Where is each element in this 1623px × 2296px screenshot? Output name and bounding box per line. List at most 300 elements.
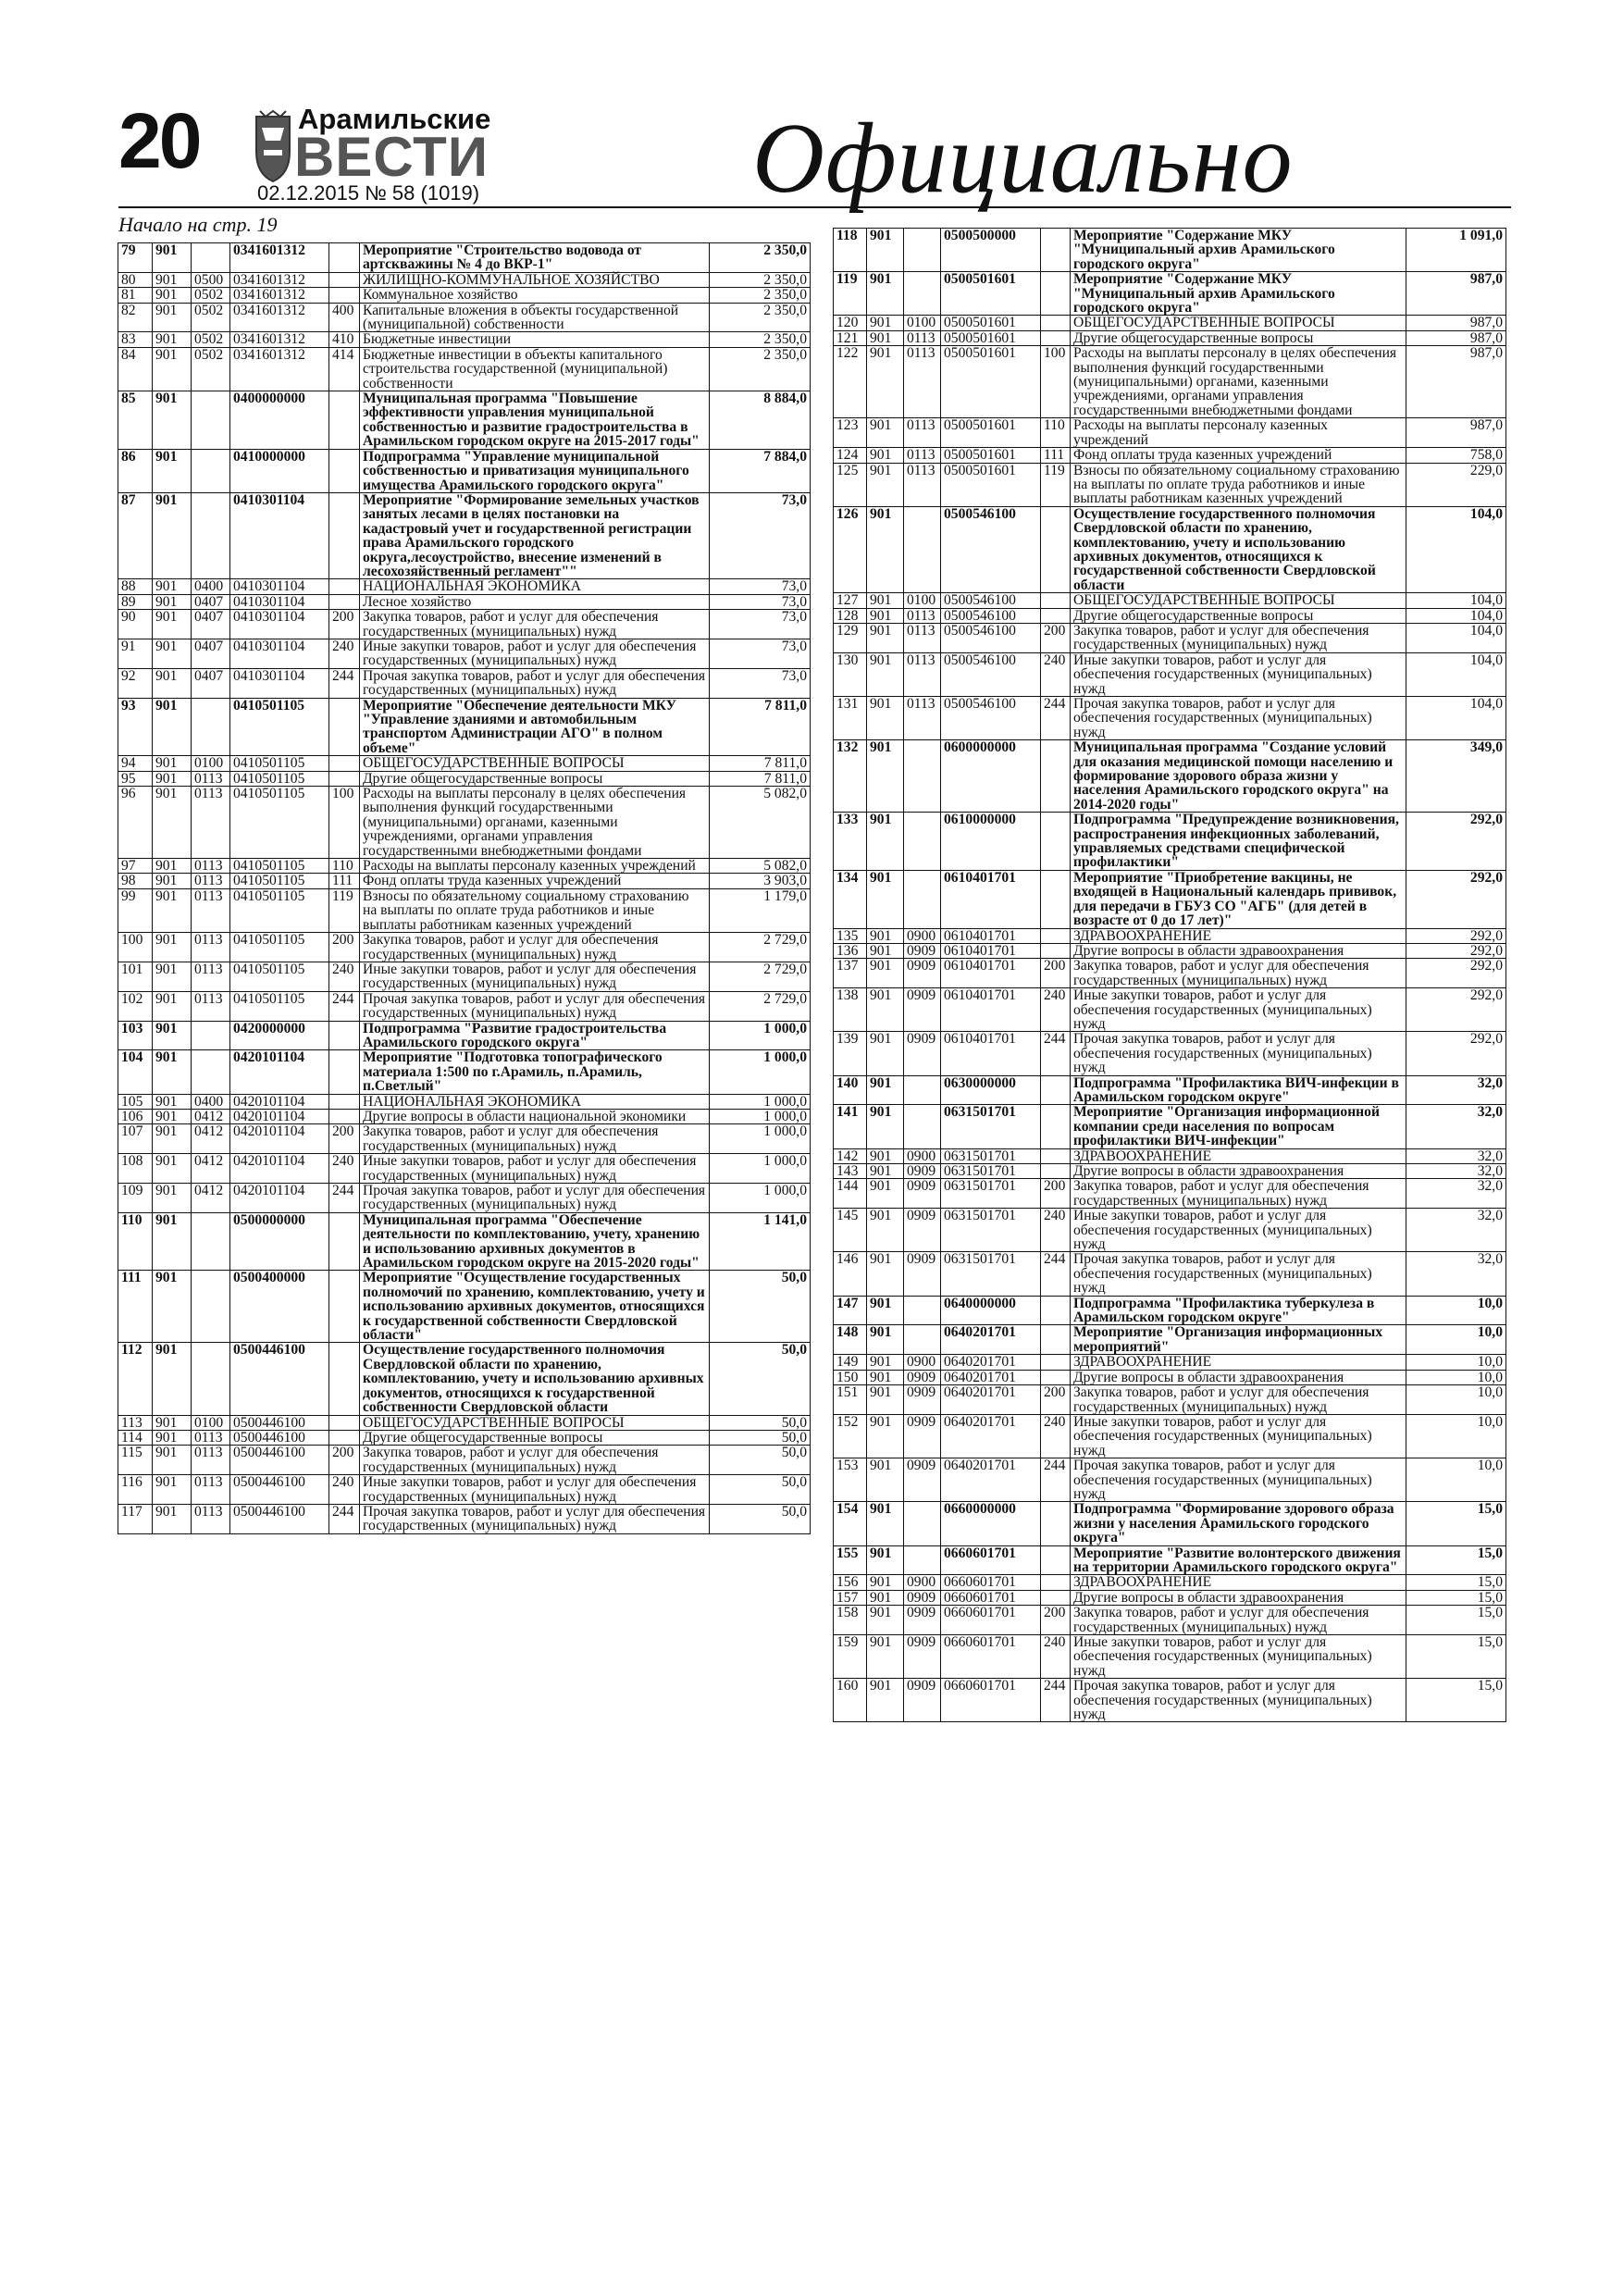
expense-type: [329, 1271, 360, 1343]
subsection-code: [904, 272, 941, 316]
row-number: 147: [834, 1296, 867, 1325]
amount: 15,0: [1406, 1502, 1506, 1545]
description: Иные закупки товаров, работ и услуг для обеспечения государственных (муниципальных) нужд: [1071, 1209, 1406, 1252]
subsection-code: 0113: [192, 874, 230, 888]
subsection-code: [192, 1271, 230, 1343]
section-code: 901: [867, 959, 904, 988]
row-number: 157: [834, 1590, 867, 1605]
row-number: 144: [834, 1179, 867, 1209]
section-code: 901: [153, 492, 192, 578]
section-code: 901: [153, 288, 192, 303]
row-number: 160: [834, 1679, 867, 1722]
description: Закупка товаров, работ и услуг для обеспечения государственных (муниципальных) нужд: [1071, 1606, 1406, 1635]
section-code: 901: [153, 888, 192, 932]
target-code: 0631501701: [941, 1164, 1041, 1179]
row-number: 86: [118, 449, 153, 492]
subsection-code: 0100: [192, 756, 230, 771]
expense-type: 200: [329, 933, 360, 962]
subsection-code: 0900: [904, 1355, 941, 1370]
section-code: 901: [153, 347, 192, 391]
expense-type: 240: [1041, 1635, 1071, 1679]
target-code: 0500446100: [230, 1415, 329, 1430]
amount: 15,0: [1406, 1575, 1506, 1590]
description: Капитальные вложения в объекты государственной (муниципальной) собственности: [360, 303, 710, 332]
subsection-code: 0113: [192, 933, 230, 962]
expense-type: 244: [329, 991, 360, 1021]
row-number: 94: [118, 756, 153, 771]
subsection-code: 0113: [192, 991, 230, 1021]
section-code: 901: [153, 610, 192, 639]
subsection-code: 0100: [192, 1415, 230, 1430]
table-row: [834, 1355, 1506, 1370]
section-code: 901: [153, 787, 192, 859]
row-number: 156: [834, 1575, 867, 1590]
subsection-code: [192, 449, 230, 492]
section-code: 901: [153, 771, 192, 786]
subsection-code: 0909: [904, 1370, 941, 1384]
table-row: [118, 668, 811, 698]
target-code: 0610401701: [941, 1032, 1041, 1075]
expense-type: 110: [1041, 418, 1071, 448]
subsection-code: 0113: [904, 346, 941, 418]
section-code: 901: [867, 697, 904, 740]
subsection-code: 0412: [192, 1109, 230, 1123]
section-code: 901: [153, 933, 192, 962]
target-code: 0500546100: [941, 593, 1041, 608]
amount: 104,0: [1406, 652, 1506, 696]
target-code: 0410501105: [230, 962, 329, 991]
target-code: 0410301104: [230, 492, 329, 578]
table-row: [834, 1105, 1506, 1148]
section-code: 901: [867, 1385, 904, 1415]
row-number: 123: [834, 418, 867, 448]
description: ЗДРАВООХРАНЕНИЕ: [1071, 1575, 1406, 1590]
amount: 73,0: [710, 668, 811, 698]
amount: 15,0: [1406, 1545, 1506, 1575]
amount: 32,0: [1406, 1179, 1506, 1209]
expense-type: 100: [329, 787, 360, 859]
expense-type: 110: [329, 859, 360, 874]
expense-type: [1041, 943, 1071, 958]
budget-table-right: [833, 228, 1506, 1722]
subsection-code: 0100: [904, 316, 941, 330]
target-code: 0341601312: [230, 272, 329, 287]
amount: 50,0: [710, 1504, 811, 1533]
description: Иные закупки товаров, работ и услуг для обеспечения государственных (муниципальных) нужд: [1071, 988, 1406, 1032]
expense-type: [1041, 928, 1071, 943]
table-row: [834, 1414, 1506, 1458]
row-number: 118: [834, 229, 867, 272]
section-code: 901: [153, 874, 192, 888]
target-code: 0500501601: [941, 418, 1041, 448]
table-row: [118, 771, 811, 786]
description: Лесное хозяйство: [360, 594, 710, 609]
amount: 10,0: [1406, 1325, 1506, 1355]
table-row: [118, 1430, 811, 1445]
expense-type: [1041, 1075, 1071, 1105]
subsection-code: [904, 813, 941, 871]
amount: 2 350,0: [710, 288, 811, 303]
table-row: [118, 1271, 811, 1343]
amount: 1 000,0: [710, 1124, 811, 1154]
amount: 50,0: [710, 1430, 811, 1445]
description: Расходы на выплаты персоналу в целях обеспечения выполнения функций государственными (муниципальными) органами, казенными учреждениями, органами управления государственными внебюджетными фондами: [360, 787, 710, 859]
description: Осуществление государственного полномочия Свердловской области по хранению, комплектованию, учету и использованию архивных документов, относящихся к государственной собственности Свердловской области: [360, 1343, 710, 1415]
amount: 15,0: [1406, 1606, 1506, 1635]
table-row: [834, 652, 1506, 696]
table-row: [118, 756, 811, 771]
amount: 2 350,0: [710, 332, 811, 347]
amount: 292,0: [1406, 870, 1506, 928]
target-code: 0500000000: [230, 1212, 329, 1271]
row-number: 143: [834, 1164, 867, 1179]
subsection-code: [904, 740, 941, 813]
expense-type: [1041, 1502, 1071, 1545]
section-code: 901: [867, 1032, 904, 1075]
expense-type: [1041, 272, 1071, 316]
description: Бюджетные инвестиции в объекты капитального строительства государственной (муниципальной) собственности: [360, 347, 710, 391]
table-row: [834, 623, 1506, 652]
subsection-code: 0113: [192, 1504, 230, 1533]
target-code: 0660601701: [941, 1606, 1041, 1635]
section-code: 901: [867, 1325, 904, 1355]
table-row: [118, 1021, 811, 1050]
description: Муниципальная программа "Обеспечение деятельности по комплектованию, учету, хранению и использованию архивных документов в Арамильском городском округе на 2015-2020 годы": [360, 1212, 710, 1271]
target-code: 0640201701: [941, 1385, 1041, 1415]
subsection-code: [192, 1050, 230, 1094]
amount: 50,0: [710, 1343, 811, 1415]
amount: 349,0: [1406, 740, 1506, 813]
expense-type: [329, 1415, 360, 1430]
subsection-code: 0909: [904, 1164, 941, 1179]
row-number: 153: [834, 1458, 867, 1502]
target-code: 0610401701: [941, 988, 1041, 1032]
section-code: 901: [153, 1446, 192, 1475]
table-row: [834, 697, 1506, 740]
amount: 8 884,0: [710, 391, 811, 450]
target-code: 0420000000: [230, 1021, 329, 1050]
subsection-code: 0113: [192, 1430, 230, 1445]
subsection-code: 0113: [192, 962, 230, 991]
section-code: 901: [867, 593, 904, 608]
table-row: [834, 1545, 1506, 1575]
amount: 104,0: [1406, 697, 1506, 740]
expense-type: [329, 1212, 360, 1271]
description: Взносы по обязательному социальному страхованию на выплаты по оплате труда работников и иные выплаты работникам казенных учреждений: [360, 888, 710, 932]
row-number: 127: [834, 593, 867, 608]
description: Прочая закупка товаров, работ и услуг для обеспечения государственных (муниципальных) нужд: [360, 991, 710, 1021]
expense-type: 244: [329, 1504, 360, 1533]
amount: 73,0: [710, 610, 811, 639]
amount: 50,0: [710, 1271, 811, 1343]
expense-type: [329, 1050, 360, 1094]
amount: 50,0: [710, 1475, 811, 1505]
table-row: [118, 303, 811, 332]
section-code: 901: [867, 1575, 904, 1590]
subsection-code: 0900: [904, 928, 941, 943]
amount: 1 000,0: [710, 1050, 811, 1094]
description: ОБЩЕГОСУДАРСТВЕННЫЕ ВОПРОСЫ: [1071, 316, 1406, 330]
section-code: 901: [867, 316, 904, 330]
description: Мероприятие "Содержание МКУ "Муниципальный архив Арамильского городского округа": [1071, 272, 1406, 316]
row-number: 95: [118, 771, 153, 786]
target-code: 0500500000: [941, 229, 1041, 272]
row-number: 122: [834, 346, 867, 418]
right-column: [833, 228, 1505, 1722]
amount: 10,0: [1406, 1385, 1506, 1415]
row-number: 84: [118, 347, 153, 391]
amount: 758,0: [1406, 448, 1506, 463]
subsection-code: 0909: [904, 1414, 941, 1458]
row-number: 97: [118, 859, 153, 874]
section-code: 901: [867, 1679, 904, 1722]
description: Иные закупки товаров, работ и услуг для обеспечения государственных (муниципальных) нужд: [360, 1154, 710, 1184]
table-row: [834, 272, 1506, 316]
section-code: 901: [867, 1590, 904, 1605]
section-code: 901: [867, 1296, 904, 1325]
amount: 2 350,0: [710, 272, 811, 287]
amount: 1 000,0: [710, 1021, 811, 1050]
table-row: [834, 1032, 1506, 1075]
expense-type: 119: [1041, 463, 1071, 506]
target-code: 0660601701: [941, 1575, 1041, 1590]
row-number: 155: [834, 1545, 867, 1575]
table-row: [834, 418, 1506, 448]
expense-type: 244: [1041, 1458, 1071, 1502]
amount: 10,0: [1406, 1370, 1506, 1384]
target-code: 0660601701: [941, 1635, 1041, 1679]
subsection-code: [904, 1105, 941, 1148]
target-code: 0500546100: [941, 506, 1041, 592]
description: Мероприятие "Организация информационной компании среди населения по вопросам профилактики ВИЧ-инфекции": [1071, 1105, 1406, 1148]
amount: 292,0: [1406, 1032, 1506, 1075]
expense-type: 119: [329, 888, 360, 932]
row-number: 152: [834, 1414, 867, 1458]
amount: 15,0: [1406, 1635, 1506, 1679]
section-code: 901: [867, 1209, 904, 1252]
target-code: 0410501105: [230, 698, 329, 756]
description: Закупка товаров, работ и услуг для обеспечения государственных (муниципальных) нужд: [1071, 959, 1406, 988]
target-code: 0610401701: [941, 870, 1041, 928]
section-code: 901: [867, 346, 904, 418]
subsection-code: 0909: [904, 1458, 941, 1502]
subsection-code: 0502: [192, 347, 230, 391]
section-code: 901: [867, 608, 904, 623]
section-code: 901: [153, 1212, 192, 1271]
amount: 229,0: [1406, 463, 1506, 506]
target-code: 0500446100: [230, 1446, 329, 1475]
subsection-code: 0909: [904, 1606, 941, 1635]
section-code: 901: [153, 756, 192, 771]
expense-type: 200: [1041, 1606, 1071, 1635]
amount: 1 000,0: [710, 1109, 811, 1123]
amount: 10,0: [1406, 1296, 1506, 1325]
amount: 5 082,0: [710, 859, 811, 874]
description: ЗДРАВООХРАНЕНИЕ: [1071, 1148, 1406, 1163]
target-code: 0410501105: [230, 787, 329, 859]
table-row: [834, 330, 1506, 345]
expense-type: [329, 449, 360, 492]
table-row: [834, 870, 1506, 928]
row-number: 108: [118, 1154, 153, 1184]
description: Другие общегосударственные вопросы: [1071, 608, 1406, 623]
table-row: [118, 962, 811, 991]
expense-type: [1041, 1370, 1071, 1384]
table-row: [834, 1635, 1506, 1679]
subsection-code: 0113: [904, 608, 941, 623]
description: Закупка товаров, работ и услуг для обеспечения государственных (муниципальных) нужд: [1071, 1385, 1406, 1415]
target-code: 0500501601: [941, 330, 1041, 345]
subsection-code: 0909: [904, 1679, 941, 1722]
description: Прочая закупка товаров, работ и услуг для обеспечения государственных (муниципальных) нужд: [360, 1504, 710, 1533]
row-number: 150: [834, 1370, 867, 1384]
section-code: 901: [153, 991, 192, 1021]
table-row: [834, 1590, 1506, 1605]
row-number: 111: [118, 1271, 153, 1343]
table-row: [118, 391, 811, 450]
amount: 10,0: [1406, 1414, 1506, 1458]
section-code: 901: [153, 859, 192, 874]
table-row: [118, 991, 811, 1021]
section-code: 901: [153, 1271, 192, 1343]
amount: 104,0: [1406, 506, 1506, 592]
expense-type: 240: [1041, 1209, 1071, 1252]
subsection-code: [192, 243, 230, 273]
target-code: 0500546100: [941, 652, 1041, 696]
table-row: [118, 332, 811, 347]
expense-type: [1041, 330, 1071, 345]
expense-type: [329, 492, 360, 578]
expense-type: [1041, 1148, 1071, 1163]
subsection-code: 0113: [904, 448, 941, 463]
subsection-code: 0909: [904, 943, 941, 958]
target-code: 0500546100: [941, 697, 1041, 740]
description: Другие вопросы в области здравоохранения: [1071, 1370, 1406, 1384]
target-code: 0660601701: [941, 1679, 1041, 1722]
amount: 73,0: [710, 492, 811, 578]
expense-type: [1041, 1575, 1071, 1590]
description: Осуществление государственного полномочия Свердловской области по хранению, комплектованию, учету и использованию архивных документов, относящихся к государственной собственности Свердловской области: [1071, 506, 1406, 592]
expense-type: 200: [1041, 1179, 1071, 1209]
subsection-code: 0407: [192, 594, 230, 609]
amount: 987,0: [1406, 418, 1506, 448]
table-row: [834, 1385, 1506, 1415]
description: Муниципальная программа "Повышение эффективности управления муниципальной собственностью и развитие градостроительства в Арамильском городском округе на 2015-2017 годы": [360, 391, 710, 450]
table-row: [834, 229, 1506, 272]
subsection-code: [192, 1343, 230, 1415]
row-number: 107: [118, 1124, 153, 1154]
expense-type: 240: [329, 962, 360, 991]
section-code: 901: [153, 1124, 192, 1154]
expense-type: 244: [329, 668, 360, 698]
description: Другие вопросы в области национальной экономики: [360, 1109, 710, 1123]
target-code: 0420101104: [230, 1109, 329, 1123]
subsection-code: [192, 1212, 230, 1271]
amount: 104,0: [1406, 593, 1506, 608]
expense-type: [1041, 229, 1071, 272]
section-code: 901: [153, 272, 192, 287]
row-number: 88: [118, 579, 153, 594]
expense-type: 200: [329, 1124, 360, 1154]
row-number: 82: [118, 303, 153, 332]
description: Муниципальная программа "Создание условий для оказания медицинской помощи населению и формирование здорового образа жизни у населения Арамильского городского округа" на 2014-2020 годы": [1071, 740, 1406, 813]
description: Мероприятие "Обеспечение деятельности МКУ "Управление зданиями и автомобильным транспортом Администрации АГО" в полном объеме": [360, 698, 710, 756]
description: Прочая закупка товаров, работ и услуг для обеспечения государственных (муниципальных) нужд: [1071, 697, 1406, 740]
subsection-code: [192, 698, 230, 756]
table-row: [118, 1415, 811, 1430]
section-code: 901: [153, 303, 192, 332]
row-number: 80: [118, 272, 153, 287]
row-number: 132: [834, 740, 867, 813]
description: Мероприятие "Строительство водовода от артскважины № 4 до ВКР-1": [360, 243, 710, 273]
description: ОБЩЕГОСУДАРСТВЕННЫЕ ВОПРОСЫ: [1071, 593, 1406, 608]
row-number: 121: [834, 330, 867, 345]
section-code: 901: [867, 870, 904, 928]
subsection-code: [904, 506, 941, 592]
expense-type: [1041, 1105, 1071, 1148]
table-row: [118, 579, 811, 594]
target-code: 0420101104: [230, 1094, 329, 1109]
target-code: 0500501601: [941, 272, 1041, 316]
coat-of-arms-icon: [253, 109, 293, 183]
row-number: 109: [118, 1184, 153, 1213]
page-number: 20: [118, 97, 200, 184]
amount: 5 082,0: [710, 787, 811, 859]
description: Закупка товаров, работ и услуг для обеспечения государственных (муниципальных) нужд: [1071, 623, 1406, 652]
subsection-code: 0407: [192, 639, 230, 668]
table-row: [834, 1325, 1506, 1355]
subsection-code: 0113: [192, 888, 230, 932]
table-row: [834, 1370, 1506, 1384]
section-code: 901: [153, 1154, 192, 1184]
section-code: 901: [867, 1355, 904, 1370]
description: Закупка товаров, работ и услуг для обеспечения государственных (муниципальных) нужд: [360, 610, 710, 639]
row-number: 159: [834, 1635, 867, 1679]
section-code: 901: [867, 928, 904, 943]
row-number: 105: [118, 1094, 153, 1109]
target-code: 0640000000: [941, 1296, 1041, 1325]
left-column: [118, 242, 810, 1534]
target-code: 0660601701: [941, 1545, 1041, 1575]
subsection-code: 0113: [904, 623, 941, 652]
expense-type: [1041, 1590, 1071, 1605]
target-code: 0410501105: [230, 756, 329, 771]
row-number: 115: [118, 1446, 153, 1475]
description: Подпрограмма "Управление муниципальной собственностью и приватизация муниципального имущества Арамильского городского округа": [360, 449, 710, 492]
description: Взносы по обязательному социальному страхованию на выплаты по оплате труда работников и иные выплаты работникам казенных учреждений: [1071, 463, 1406, 506]
amount: 987,0: [1406, 316, 1506, 330]
description: НАЦИОНАЛЬНАЯ ЭКОНОМИКА: [360, 579, 710, 594]
expense-type: 200: [1041, 623, 1071, 652]
row-number: 124: [834, 448, 867, 463]
target-code: 0410501105: [230, 859, 329, 874]
table-row: [834, 506, 1506, 592]
target-code: 0640201701: [941, 1370, 1041, 1384]
amount: 32,0: [1406, 1209, 1506, 1252]
target-code: 0500446100: [230, 1430, 329, 1445]
expense-type: 414: [329, 347, 360, 391]
description: Фонд оплаты труда казенных учреждений: [360, 874, 710, 888]
description: Закупка товаров, работ и услуг для обеспечения государственных (муниципальных) нужд: [360, 1446, 710, 1475]
subsection-code: [904, 870, 941, 928]
description: Фонд оплаты труда казенных учреждений: [1071, 448, 1406, 463]
target-code: 0410501105: [230, 991, 329, 1021]
section-code: 901: [867, 1414, 904, 1458]
expense-type: 244: [1041, 1032, 1071, 1075]
table-row: [834, 1148, 1506, 1163]
target-code: 0410301104: [230, 668, 329, 698]
section-code: 901: [867, 1105, 904, 1148]
